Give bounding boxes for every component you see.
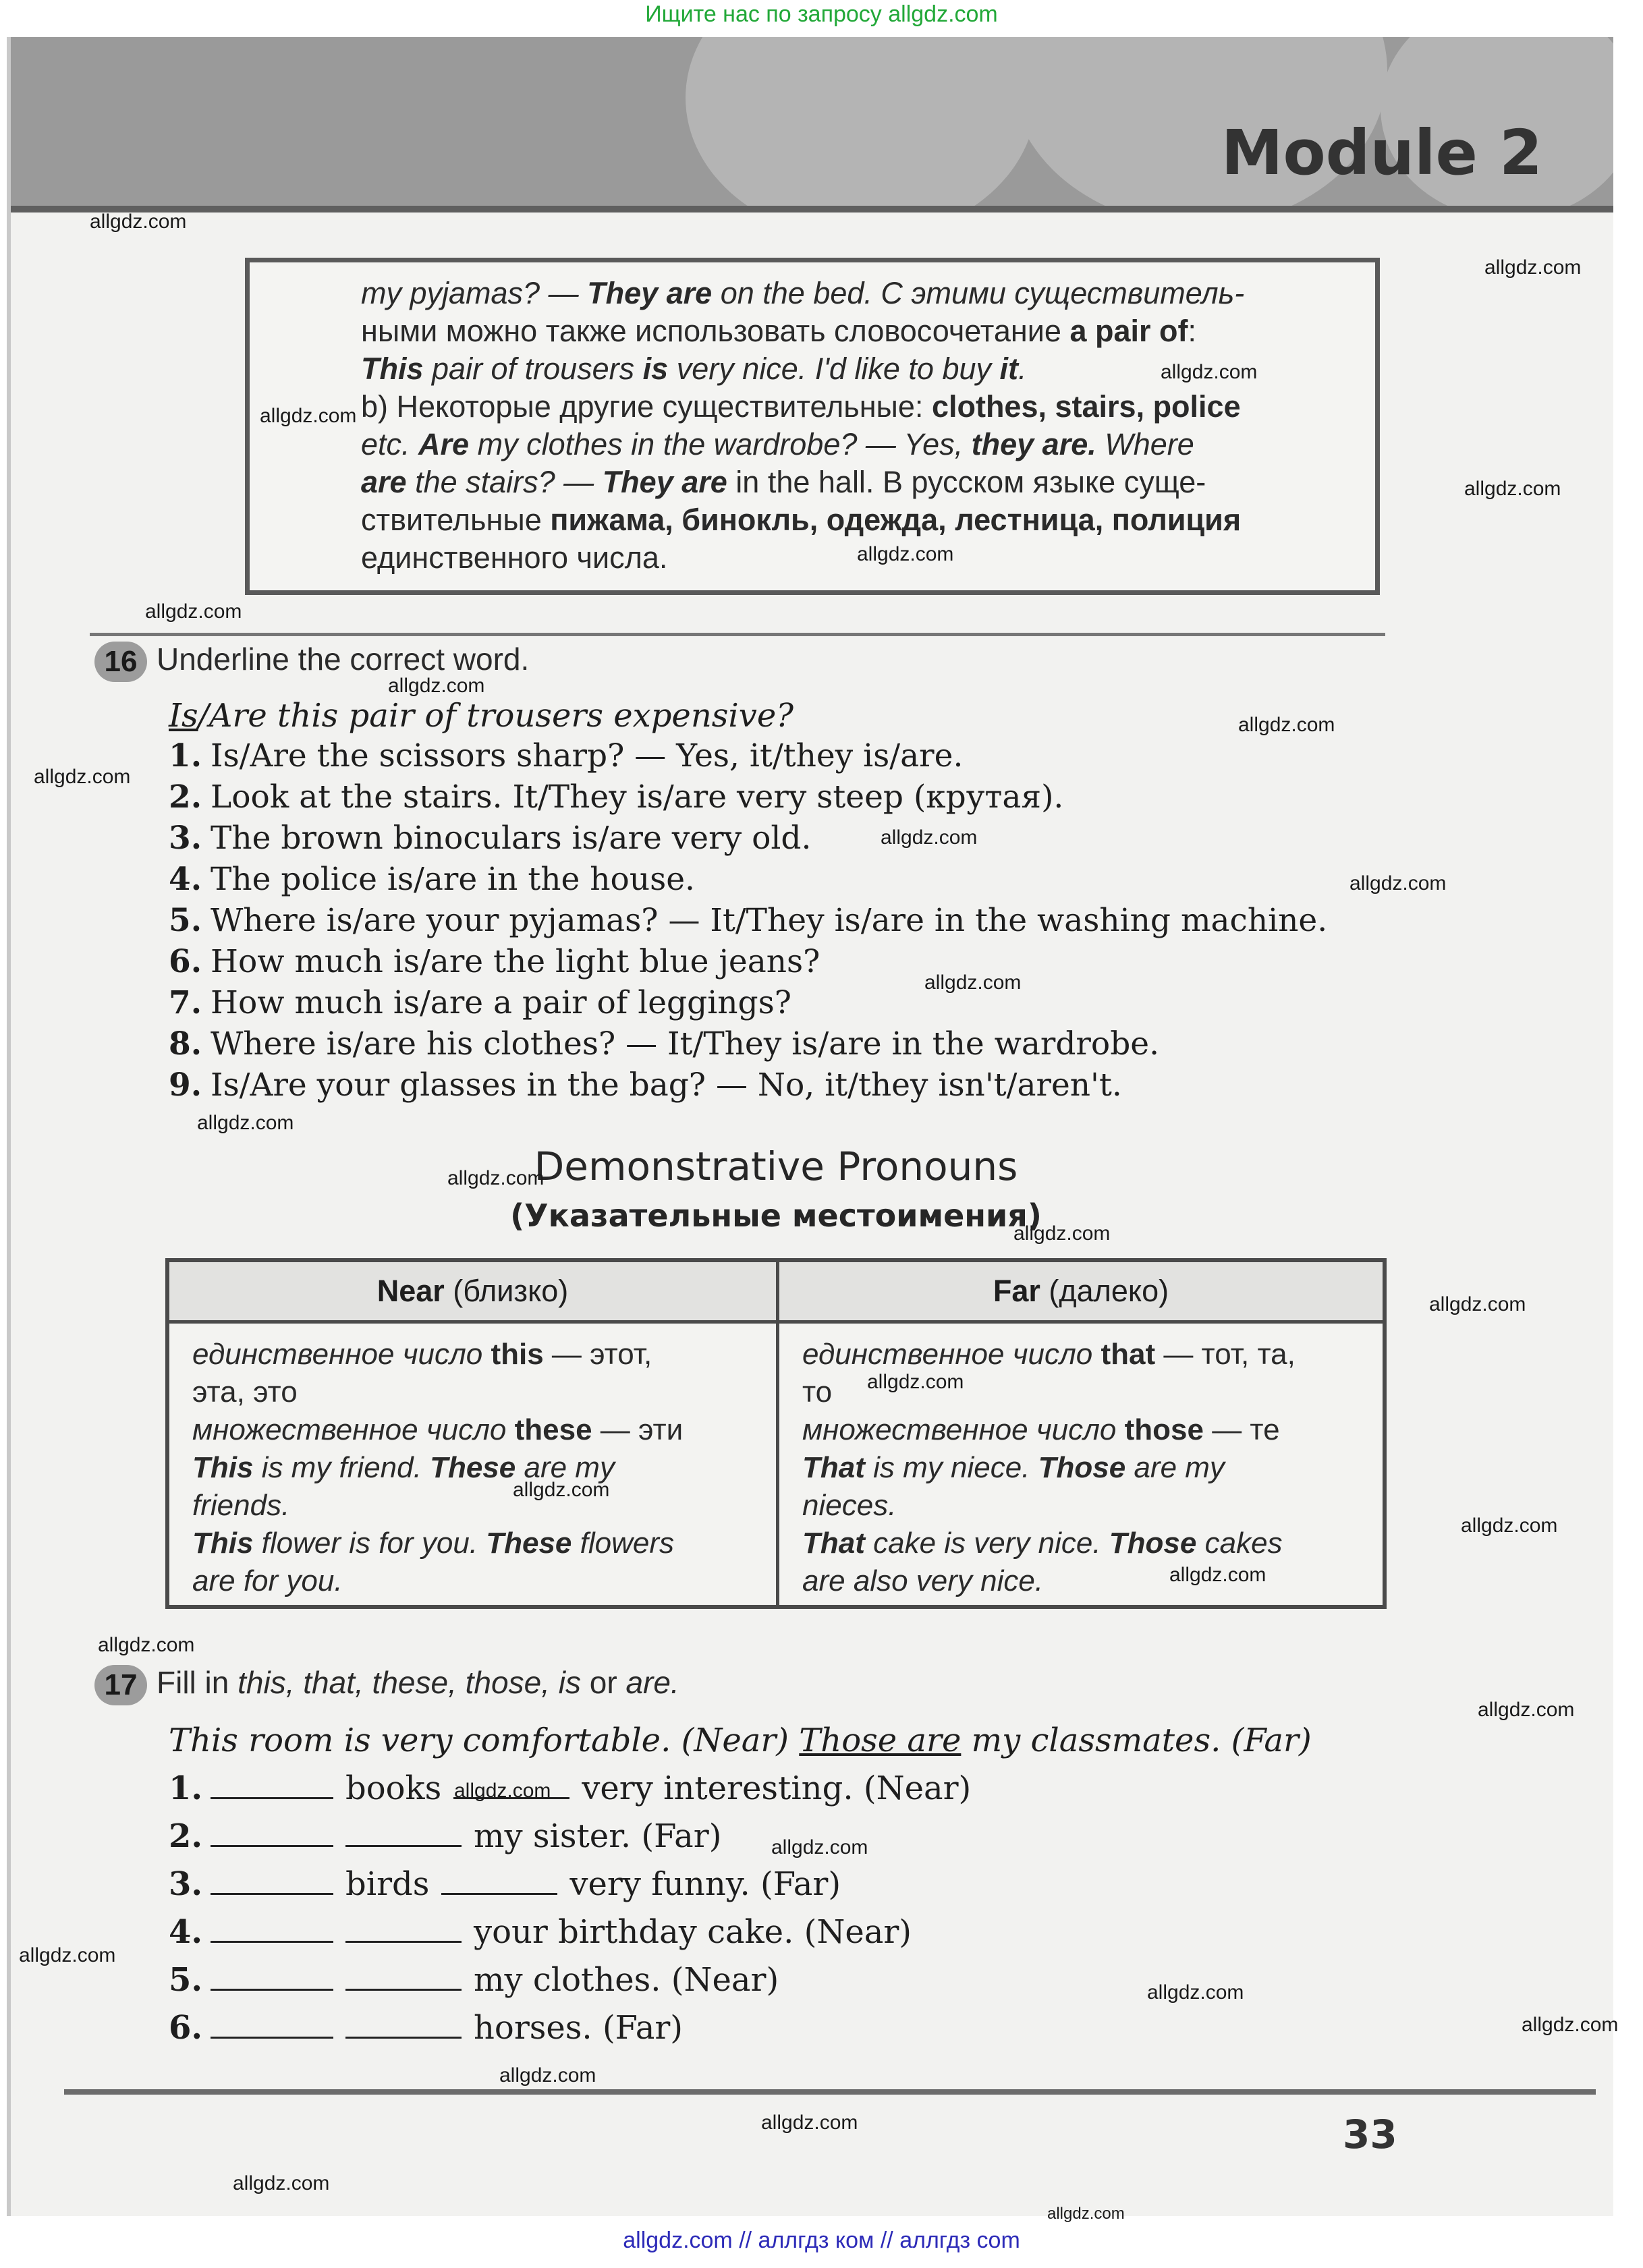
exercise-17-item <box>169 1863 971 1911</box>
item-number: 3. <box>169 820 202 857</box>
fill-blank[interactable] <box>211 1911 333 1943</box>
fill-blank[interactable] <box>441 1863 557 1895</box>
exercise-16-item <box>169 902 1327 943</box>
item-number: 4. <box>169 861 202 898</box>
exercise-17-item <box>169 1767 971 1815</box>
item-text[interactable]: How much is/are a pair of leggings? <box>211 984 791 1021</box>
watermark-text: allgdz.com <box>19 1944 116 1966</box>
item-word: books <box>345 1769 442 1807</box>
watermark-text: allgdz.com <box>1169 1564 1266 1586</box>
item-text[interactable]: Where is/are your pyjamas? — It/They is/are in the washing machine. <box>211 902 1328 939</box>
item-text: very interesting. (Near) <box>582 1769 972 1807</box>
exercise-16-item <box>169 737 1327 778</box>
watermark-text: allgdz.com <box>98 1634 195 1656</box>
exercise-16-instruction: Underline the correct word. <box>157 642 530 677</box>
watermark-text: allgdz.com <box>447 1167 545 1189</box>
fill-blank[interactable] <box>211 2007 333 2039</box>
footer-divider <box>64 2089 1596 2095</box>
exercise-16-item <box>169 1025 1327 1067</box>
watermark-text: allgdz.com <box>1461 1514 1558 1537</box>
item-text[interactable]: The police is/are in the house. <box>211 861 695 898</box>
exercise-16-number: 16 <box>94 642 147 682</box>
watermark-text: allgdz.com <box>233 2172 330 2194</box>
exercise-16-example: Is/Are this pair of trousers expensive? <box>169 697 793 735</box>
demonstratives-title: Demonstrative Pronouns <box>534 1143 1018 1189</box>
item-text: my sister. (Far) <box>474 1817 722 1855</box>
item-number: 4. <box>169 1913 203 1951</box>
watermark-text: allgdz.com <box>1013 1222 1111 1245</box>
exercise-17-list <box>169 1767 971 2055</box>
bottom-banner-link[interactable]: allgdz.com // аллгдз ком // аллгдз com <box>623 2228 1020 2253</box>
watermark-text: allgdz.com <box>857 543 954 565</box>
exercise-16-item <box>169 984 1327 1025</box>
watermark-text: allgdz.com <box>454 1780 551 1802</box>
fill-blank[interactable] <box>345 1911 462 1943</box>
watermark-text: allgdz.com <box>145 600 242 623</box>
watermark-text: allgdz.com <box>1238 714 1335 736</box>
item-text[interactable]: Is/Are your glasses in the bag? — No, it/they isn't/aren't. <box>211 1067 1122 1104</box>
watermark-text: allgdz.com <box>771 1836 868 1859</box>
page-number: 33 <box>1343 2111 1397 2157</box>
item-text[interactable]: Look at the stairs. It/They is/are very steep (крутая). <box>211 778 1064 816</box>
demonstratives-subtitle: (Указательные местоимения) <box>510 1197 1042 1234</box>
watermark-text: allgdz.com <box>513 1479 610 1501</box>
module-header-band <box>11 37 1613 206</box>
item-number: 2. <box>169 778 202 816</box>
item-text: horses. (Far) <box>474 2009 684 2047</box>
exercise-16-item <box>169 1067 1327 1108</box>
watermark-text: allgdz.com <box>90 210 187 233</box>
near-column: Near (близко) единственное число this — этот, эта, это множественное число these — эти This is my friend. These are my friends. This flower is for you. These flowers are for you. <box>169 1262 779 1605</box>
watermark-text: allgdz.com <box>1349 872 1447 895</box>
item-number: 5. <box>169 902 202 939</box>
watermark-text: allgdz.com <box>867 1371 964 1393</box>
section-divider <box>90 633 1385 636</box>
item-number: 3. <box>169 1865 203 1903</box>
item-text: very funny. (Far) <box>569 1865 841 1903</box>
exercise-17-number: 17 <box>94 1665 147 1705</box>
watermark-text: allgdz.com <box>1522 2014 1619 2036</box>
watermark-text: allgdz.com <box>1161 361 1258 383</box>
top-banner-link[interactable]: Ищите нас по запросу allgdz.com <box>645 1 998 27</box>
watermark-text: allgdz.com <box>761 2111 858 2134</box>
watermark-text: allgdz.com <box>260 405 357 427</box>
watermark-text: allgdz.com <box>881 826 978 849</box>
item-word: birds <box>345 1865 430 1903</box>
watermark-text: allgdz.com <box>1478 1699 1575 1721</box>
item-text: my clothes. (Near) <box>474 1961 779 1999</box>
exercise-16-list <box>169 737 1327 1108</box>
item-text[interactable]: The brown binoculars is/are very old. <box>211 820 812 857</box>
item-number: 1. <box>169 737 202 774</box>
watermark-text: allgdz.com <box>388 675 485 697</box>
watermark-text: allgdz.com <box>1047 2205 1125 2223</box>
watermark-text: allgdz.com <box>499 2064 596 2087</box>
watermark-text: allgdz.com <box>924 971 1022 994</box>
item-number: 5. <box>169 1961 203 1999</box>
exercise-16-item <box>169 861 1327 902</box>
item-number: 8. <box>169 1025 202 1062</box>
item-number: 7. <box>169 984 202 1021</box>
item-text: your birthday cake. (Near) <box>474 1913 912 1951</box>
item-number: 9. <box>169 1067 202 1104</box>
demonstratives-table <box>165 1258 1387 1609</box>
item-text[interactable]: Is/Are the scissors sharp? — Yes, it/they is/are. <box>211 737 964 774</box>
item-number: 1. <box>169 1769 203 1807</box>
watermark-text: allgdz.com <box>1484 256 1582 279</box>
watermark-text: allgdz.com <box>1147 1981 1244 2004</box>
header-divider <box>11 206 1613 212</box>
watermark-text: allgdz.com <box>1429 1293 1526 1315</box>
module-title: Module 2 <box>1221 117 1542 189</box>
exercise-17-item <box>169 2007 971 2055</box>
exercise-16-item <box>169 943 1327 984</box>
item-text[interactable]: Where is/are his clothes? — It/They is/are in the wardrobe. <box>211 1025 1160 1062</box>
exercise-17-example: This room is very comfortable. (Near) Those are my classmates. (Far) <box>169 1722 1312 1759</box>
exercise-17-item <box>169 1911 971 1959</box>
fill-blank[interactable] <box>345 1815 462 1847</box>
exercise-17-item <box>169 1959 971 2007</box>
item-text[interactable]: How much is/are the light blue jeans? <box>211 943 820 980</box>
grammar-rule-box: my pyjamas? — They are on the bed. С этими существитель- ными можно также использовать словосочетание a pair of: This pair of trousers is very nice. I'd like to buy it. b) Некоторые другие существительные: clothes, stairs, police etc. Are my clothes in the wardrobe? — Yes, they are. Where are the stairs? — They are in the hall. В русском языке суще- ствительные пижама, бинокль, одежда, лестница, полиция единственного числа. <box>245 258 1380 595</box>
fill-blank[interactable] <box>345 1959 462 1991</box>
fill-blank[interactable] <box>211 1767 333 1799</box>
exercise-16-item <box>169 820 1327 861</box>
fill-blank[interactable] <box>345 2007 462 2039</box>
item-number: 6. <box>169 2009 203 2047</box>
fill-blank[interactable] <box>211 1815 333 1847</box>
exercise-16-item <box>169 778 1327 820</box>
exercise-17-heading: 17 Fill in this, that, these, those, is or are. <box>94 1664 679 1705</box>
watermark-text: allgdz.com <box>197 1112 294 1134</box>
item-number: 6. <box>169 943 202 980</box>
item-number: 2. <box>169 1817 203 1855</box>
fill-blank[interactable] <box>211 1959 333 1991</box>
fill-blank[interactable] <box>211 1863 333 1895</box>
watermark-text: allgdz.com <box>34 766 131 788</box>
far-column: Far (далеко) единственное число that — тот, та, то множественное число those — те That is my niece. Those are my nieces. That cake is very nice. Those cakes are also very nice. <box>779 1262 1383 1605</box>
watermark-text: allgdz.com <box>1464 478 1561 500</box>
